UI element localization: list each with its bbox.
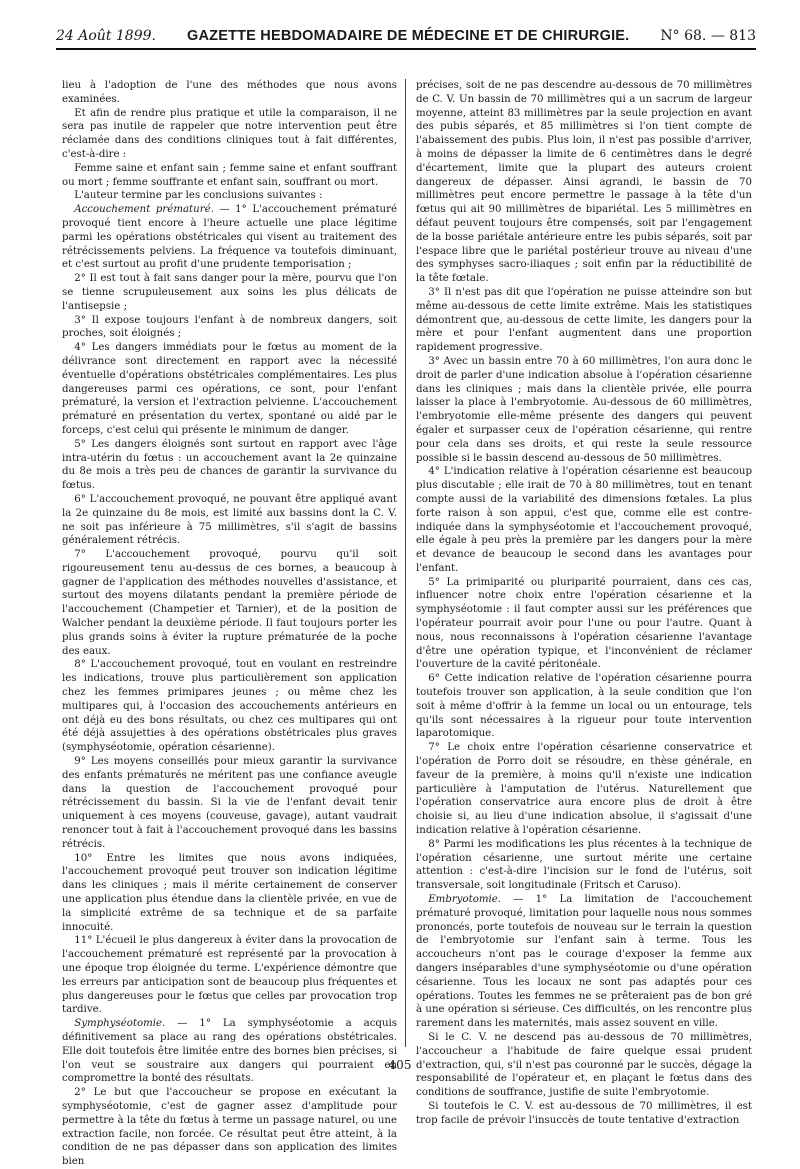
paragraph [62, 203, 397, 272]
paragraph-text: 8° L'accouchement provoqué, tout en voulant en restreindre les indications, trouve plus particulièrement son application chez les femmes primipares jeunes ; ou même chez les multipares qui, à l'occasion des accouchements antérieurs en ont déjà eu des bons résultats, ou chez ces multipares qui ont été déjà assujetties à des opérations obstétricales plus graves (symphyséotomie, opération césarienne). [62, 659, 397, 754]
left-text-column [62, 79, 397, 1168]
paragraph [416, 286, 752, 355]
paragraph [416, 79, 752, 286]
paragraph [416, 893, 752, 1031]
paragraph-text: 4° Les dangers immédiats pour le fœtus au moment de la délivrance sont directement en rapport avec la nécessité éventuelle d'opérations obstétricales complémentaires. Les plus dangereuses parmi ces opérations, ce sont, pour l'enfant prématuré, la version et l'extraction pelvienne. L'accouchement prématuré en présentation du vertex, spontané ou aidé par le forceps, c'est celui qui présente le minimum de danger. [62, 342, 397, 436]
section-lead: Embryotomie. [428, 894, 502, 906]
page-folio: 405 [388, 1058, 412, 1072]
journal-title: GAZETTE HEBDOMADAIRE DE MÉDECINE ET DE CHIRURGIE. [186, 28, 630, 44]
paragraph-text: 3° Il n'est pas dit que l'opération ne puisse atteindre son but même au-dessous de cette limite extrême. Mais les statistiques démontrent que, au-dessous de cette limite, les dangers pour la mère et pour l'enfant augmentent dans une proportion rapidement progressive. [416, 286, 752, 354]
section-lead: Accouchement prématuré. [74, 204, 214, 216]
paragraph-text: — 1° La limitation de l'accouchement prématuré provoqué, limitation pour laquelle nous nous sommes prononcés, porte toutefois de nouveau sur le terrain la question de l'embryotomie sur l'enfant sain à terme. Tous les accoucheurs n'ont pas le courage d'exposer la femme aux dangers inséparables d'une symphyséotomie ou d'une opération césarienne. Tous les locaux ne sont pas adaptés pour ces opérations. Toutes les femmes ne se prêteraient pas de bon gré à une opération si sérieuse. Ces difficultés, on les rencontre plus rarement dans les maternités, mais assez souvent en ville. [416, 894, 752, 1030]
paragraph [62, 548, 397, 658]
paragraph [62, 852, 397, 935]
issue-page-number: N° 68. — 813 [660, 28, 756, 44]
running-header [56, 14, 756, 50]
paragraph-text: 7° L'accouchement provoqué, pourvu qu'il soit rigoureusement tenu au-dessus de ces bornes, a beaucoup à gagner de l'application des méthodes nouvelles d'assistance, et surtout des moyens dilatants pendant la première période de l'accouchement (Champetier et Tarnier), et de la position de Walcher pendant la deuxième période. Il faut toujours porter les plus grands soins à éviter la rupture prématurée de la poche des eaux. [62, 549, 397, 657]
paragraph-text: 10° Entre les limites que nous avons indiquées, l'accouchement provoqué peut trouver son indication légitime dans les cliniques ; mais il mérite certainement de conserver une application plus étendue dans la clientèle privée, en vue de la simplicité extrême de sa technique et de sa parfaite innocuité. [62, 852, 397, 933]
paragraph [416, 355, 752, 465]
paragraph [62, 272, 397, 313]
paragraph-text: 5° Les dangers éloignés sont surtout en rapport avec l'âge intra-utérin du fœtus : un accouchement avant la 2e quinzaine du 8e mois a très peu de chances de garantir la survivance du fœtus. [62, 438, 397, 492]
paragraph-text: Si le C. V. ne descend pas au-dessous de 70 millimètres, l'accoucheur a l'habitude de faire quelque essai prudent d'extraction, qui, s'il n'est pas couronné par le succès, dégage la responsabilité de l'opérateur et, en plaçant le fœtus dans des conditions de souffrance, justifie de suite l'embryotomie. [416, 1031, 752, 1099]
paragraph [62, 1086, 397, 1169]
paragraph-text: — 1° La symphyséotomie a acquis définitivement sa place au rang des opérations obstétricales. Elle doit toutefois être limitée entre des bornes bien précises, si l'on veut se soustraire aux dangers qui pourraient en compromettre la bonté des résultats. [62, 1018, 397, 1085]
paragraph [62, 493, 397, 548]
right-text-column [416, 79, 752, 1126]
paragraph-text: 11° L'écueil le plus dangereux à éviter dans la provocation de l'accouchement prématuré est représenté par la provocation à une époque trop éloignée du terme. L'expérience démontre que les erreurs par anticipation sont de beaucoup plus fréquentes et plus dangereuses pour le fœtus que celles par provocation trop tardive. [62, 935, 397, 1016]
column-divider [405, 79, 406, 1047]
header-date: 24 Août 1899. [56, 28, 156, 44]
paragraph [62, 438, 397, 493]
paragraph-text: Et afin de rendre plus pratique et utile la comparaison, il ne sera pas inutile de rappeler que notre intervention peut être réclamée dans des conditions cliniques tout à fait différentes, c'est-à-dire : [62, 107, 397, 160]
paragraph [62, 934, 397, 1017]
paragraph-text: — 1° L'accouchement prématuré provoqué tient encore à l'heure actuelle une place légitime parmi les opérations obstétricales qui visent au traitement des rétrécissements pelviens. La fréquence va toutefois diminuant, et c'est surtout au profit d'une prudente temporisation ; [62, 204, 397, 271]
paragraph [62, 79, 397, 107]
paragraph-text: 5° La primiparité ou pluriparité pourraient, dans ces cas, influencer notre choix entre l'opération césarienne et la symphyséotomie : il faut compter aussi sur les préférences que l'opérateur pourrait avoir pour l'une ou pour l'autre. Quant à nous, nous reconnaissons à l'opération césarienne l'avantage d'être une opération typique, et l'inconvénient de réclamer l'ouverture de la cavité péritonéale. [416, 576, 752, 671]
paragraph [416, 1100, 752, 1128]
paragraph-text: 3° Avec un bassin entre 70 à 60 millimètres, l'on aura donc le droit de parler d'une indication absolue à l'opération césarienne dans les cliniques ; mais dans la clientèle privée, elle pourra laisser la place à l'embryotomie. Au-dessous de 60 millimètres, l'embryotomie elle-même présente des dangers qui peuvent égaler et surpasser ceux de l'opération césarienne, qui rentre pour cela dans ses droits, et qui reste la seule ressource possible si le bassin descend au-dessous de 50 millimètres. [416, 355, 752, 464]
paragraph [62, 162, 397, 190]
paragraph-text: L'auteur termine par les conclusions suivantes : [74, 190, 323, 202]
paragraph-text: Si toutefois le C. V. est au-dessous de 70 millimètres, il est trop facile de prévoir l'insuccès de toute tentative d'extraction [416, 1100, 752, 1126]
paragraph-text: 3° Il expose toujours l'enfant à de nombreux dangers, soit proches, soit éloignés ; [62, 314, 397, 340]
paragraph [62, 107, 397, 162]
paragraph-text: Femme saine et enfant sain ; femme saine et enfant souffrant ou mort ; femme souffrante et enfant sain, souffrant ou mort. [62, 162, 397, 188]
paragraph [62, 314, 397, 342]
paragraph-text: 2° Le but que l'accoucheur se propose en exécutant la symphyséotomie, c'est de gagner assez d'amplitude pour permettre à la tête du fœtus à terme un passage naturel, ou une extraction facile, non forcée. Ce résultat peut être atteint, à la condition de ne pas dépasser dans son application des limites bien [62, 1087, 397, 1168]
paragraph-text: 2° Il est tout à fait sans danger pour la mère, pourvu que l'on se tienne scrupuleusement aux soins les plus délicats de l'antisepsie ; [62, 273, 397, 312]
paragraph-text: 7° Le choix entre l'opération césarienne conservatrice et l'opération de Porro doit se résoudre, en thèse générale, en faveur de la première, à moins qu'il n'existe une indication particulière à l'amputation de l'utérus. Naturellement que l'opération conservatrice aura encore plus de droit à être choisie si, au lieu d'une indication absolue, il s'agissait d'une indication relative à l'opération césarienne. [416, 742, 752, 837]
paragraph [62, 341, 397, 438]
paragraph [416, 838, 752, 893]
paragraph [416, 465, 752, 575]
paragraph-text: 8° Parmi les modifications les plus récentes à la technique de l'opération césarienne, une surtout mérite une certaine attention : c'est-à-dire l'incision sur le fond de l'utérus, soit transversale, soit longitudinale (Fritsch et Caruso). [416, 838, 752, 892]
paragraph [416, 672, 752, 741]
paragraph-text: 6° L'accouchement provoqué, ne pouvant être appliqué avant la 2e quinzaine du 8e mois, est limité aux bassins dont la C. V. ne soit pas inférieure à 75 millimètres, s'il s'agit de bassins généralement rétrécis. [62, 493, 397, 547]
paragraph [62, 1017, 397, 1086]
paragraph-text: lieu à l'adoption de l'une des méthodes que nous avons examinées. [62, 80, 397, 105]
paragraph-text: 9° Les moyens conseillés pour mieux garantir la survivance des enfants prématurés ne méritent pas une confiance aveugle dans la question de l'accouchement provoqué pour rétrécissement du bassin. Si la vie de l'enfant devait tenir uniquement à ces moyens (couveuse, gavage), autant vaudrait renoncer tout à fait à l'accouchement provoqué dans les bassins rétrécis. [62, 756, 397, 850]
paragraph [62, 755, 397, 852]
paragraph [416, 576, 752, 673]
paragraph-text: précises, soit de ne pas descendre au-dessous de 70 millimètres de C. V. Un bassin de 70 millimètres qui a un sacrum de largeur moyenne, atteint 83 millimètres par la seule projection en avant des pubis séparés, et 85 millimètres si l'on tient compte de l'abaissement des pubis. Plus loin, il n'est pas possible d'arriver, à moins de dépasser la limite de 6 centimètres dans le degré d'écartement, limite que la plupart des auteurs croient dangereux de dépasser. Ainsi agrandi, le bassin de 70 millimètres peut encore permettre le passage à la tête d'un fœtus qui ait 90 millimètres de bipariétal. Les 5 millimètres en défaut peuvent toujours être compensés, soit par l'engagement de la bosse pariétale antérieure entre les pubis séparés, soit par l'espace libre que le pariétal postérieur trouve au niveau d'une des symphyses sacro-iliaques ; soit enfin par la réductibilité de la tête fœtale. [416, 80, 752, 285]
paragraph-text: 6° Cette indication relative de l'opération césarienne pourra toutefois trouver son application, à la seule condition que l'on soit à même d'offrir à la femme un local ou un entourage, tels qu'ils sont nécessaires à la rigueur pour toute intervention laparotomique. [416, 673, 752, 740]
paragraph [416, 741, 752, 838]
paragraph-text: 4° L'indication relative à l'opération césarienne est beaucoup plus discutable ; elle irait de 70 à 80 millimètres, tout en tenant compte aussi de la variabilité des dimensions fœtales. La plus forte raison à son appui, c'est que, comme elle est contre-indiquée dans la symphyséotomie et l'accouchement provoqué, elle égale à peu près la première par les dangers pour la mère et devance de beaucoup le second dans les avantages pour l'enfant. [416, 466, 752, 574]
paragraph [62, 189, 397, 203]
paragraph [62, 658, 397, 755]
section-lead: Symphyséotomie. [74, 1018, 166, 1030]
